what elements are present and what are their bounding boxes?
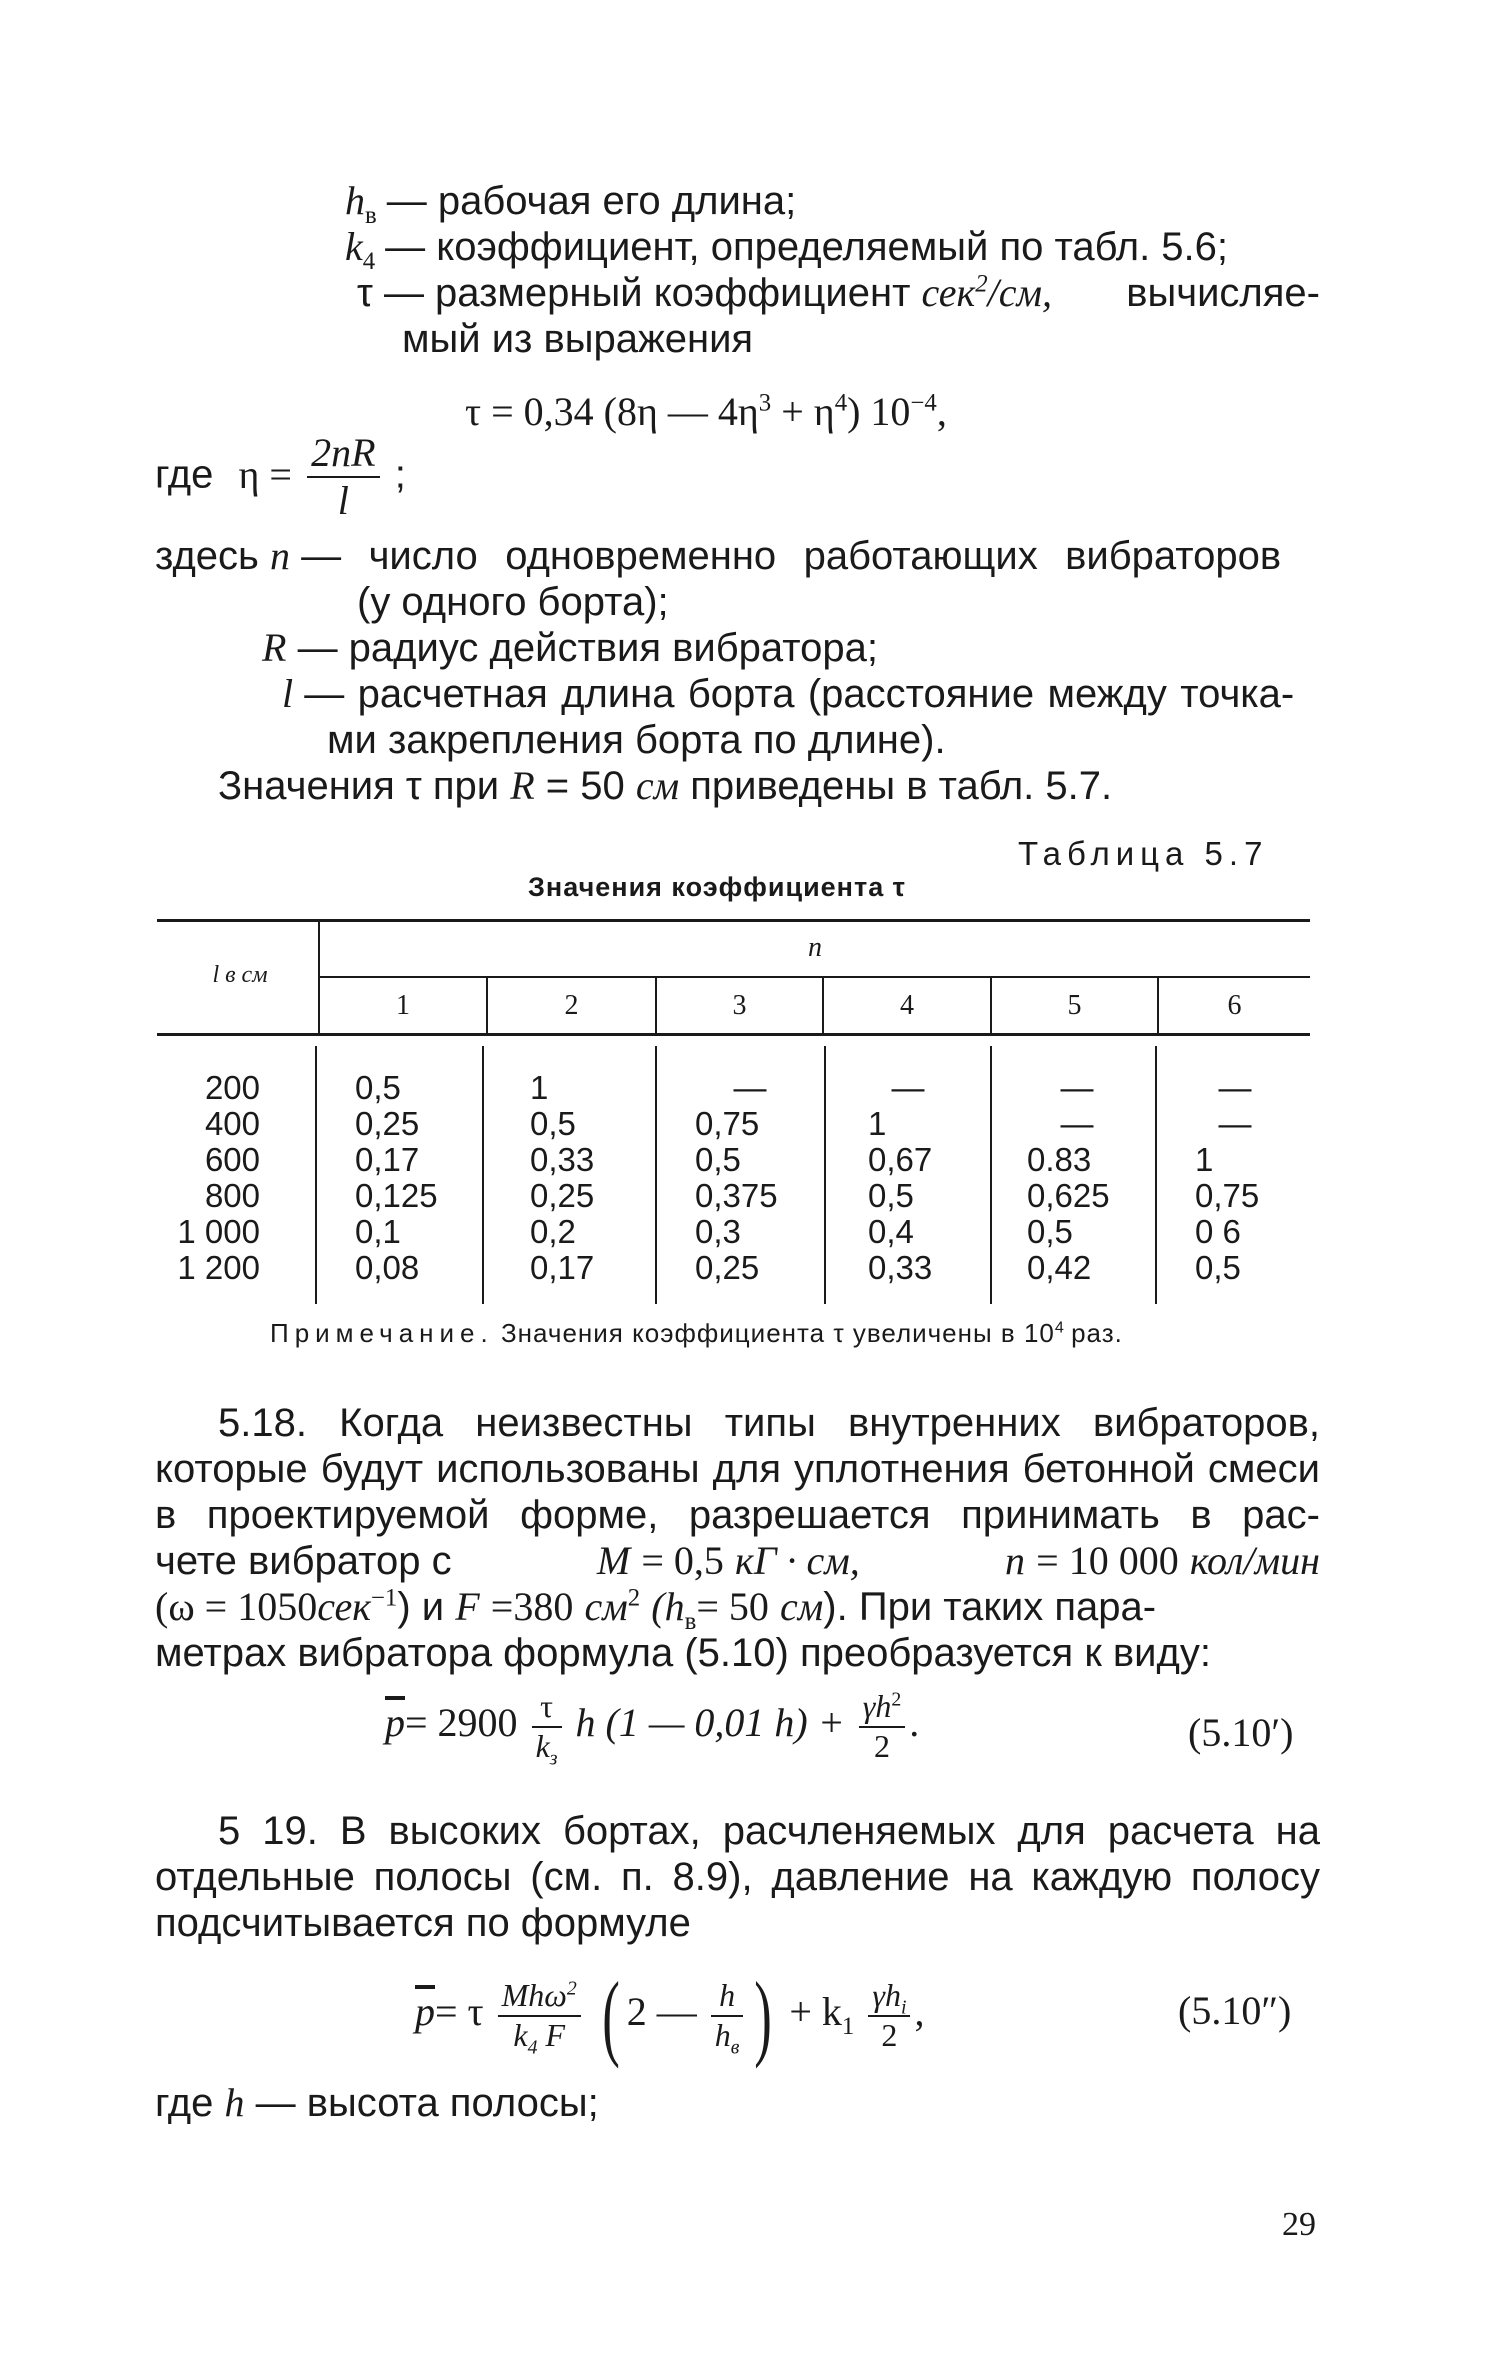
def-tau [357, 270, 1320, 316]
table-cell: 0,5 [530, 1105, 576, 1142]
column-n6 [1195, 1070, 1275, 1286]
l-value: 400 [204, 1105, 260, 1142]
def-n: здесь n — число одновременно работающих вибраторов [155, 533, 1282, 578]
table-cell: 0.83 [1027, 1141, 1092, 1178]
formula-5-10-double-prime: $\overline{p}= \tau$ $\frac{Mh\omega^2}{k_4 F}$ ( 2 — $\frac{h}{h_в}$ ) + $k_1$ $\frac{\gamma h_i}{2}$ , [415, 1962, 925, 2069]
where-word: где [155, 452, 214, 497]
rule-v-2b [655, 1046, 657, 1304]
group-header: n [808, 932, 822, 963]
p519-line3: подсчитывается по формуле [155, 1901, 691, 1945]
equation-tag-5-10-prime: (5.10′) [1188, 1710, 1294, 1755]
formula-5-10-prime: $\overline{p}= 2900$ $\frac{\tau}{k_з}$ h (1 — 0,01 h) + $\frac{\gamma h^2}{2}$ . [385, 1688, 920, 1769]
table-cell: 0,1 [355, 1213, 401, 1250]
col-header-1: 1 [396, 990, 410, 1021]
table-cell: 0,5 [695, 1141, 741, 1178]
rule-header-bottom [157, 1033, 1310, 1036]
table-cell: 0,125 [355, 1177, 438, 1214]
rule-group [320, 976, 1310, 978]
p519-line2: отдельные полосы (см. п. 8.9), давление на каждую полосу [155, 1855, 1320, 1899]
left-paren: ( [602, 1962, 620, 2069]
table-number: Таблица 5.7 [1018, 835, 1269, 872]
def-text: — расчетная длина борта (расстояние между точка- [304, 672, 1295, 716]
subscript: в [365, 202, 377, 229]
equation-tag-5-10-double-prime: (5.10″) [1178, 1988, 1292, 2033]
table-cell: 0,17 [355, 1141, 420, 1178]
column-n3 [695, 1070, 785, 1286]
rule-v-3b [824, 1046, 826, 1304]
p518-line1: 5.18. Когда неизвестны типы внутренних вибраторов, [218, 1401, 1320, 1445]
def-l-line2: ми закрепления борта по длине). [327, 718, 946, 762]
symbol-n: n [270, 533, 291, 578]
table-cell: 1 [868, 1105, 887, 1142]
l-value: 600 [204, 1141, 260, 1178]
symbol-l: l [282, 671, 294, 716]
symbol-R: R [262, 625, 287, 670]
def-n-line2: (у одного борта); [357, 580, 669, 624]
fraction: $\frac{\tau}{k_з}$ [532, 1690, 562, 1763]
table-cell: 0,5 [1027, 1213, 1073, 1250]
column-n5 [1027, 1070, 1127, 1286]
table-cell: 0,25 [695, 1249, 760, 1286]
p518-line2: которые будут использованы для уплотнения бетонной смеси [155, 1447, 1320, 1491]
table-cell: 0,75 [695, 1105, 760, 1142]
def-text: — радиус действия вибратора; [297, 626, 878, 670]
row-header: l в см [212, 962, 268, 988]
col-header-6: 6 [1227, 990, 1242, 1021]
table-cell: 0,2 [530, 1213, 576, 1250]
fraction: $\frac{2nR}{l}$ [307, 432, 379, 522]
def-text: — число одновременно работающих вибраторов [301, 534, 1282, 578]
table-cell: 0,25 [530, 1177, 595, 1214]
p518-line6: метрах вибратора формула (5.10) преобразуется к виду: [155, 1631, 1211, 1675]
table-cell: — [1218, 1105, 1252, 1142]
values-sentence: Значения τ при R = 50 см приведены в табл. 5.7. [218, 763, 1113, 808]
table-cell: 1 [530, 1069, 549, 1106]
page-number: 29 [1282, 2206, 1316, 2243]
table-cell: 0,3 [695, 1213, 741, 1250]
table-cell: — [1060, 1105, 1094, 1142]
fraction: $\frac{h}{h_в}$ [711, 1979, 744, 2052]
rule-v-0b [315, 1046, 317, 1304]
col-header-3: 3 [732, 990, 747, 1021]
rule-v-4b [990, 1046, 992, 1304]
table-cell: — [1218, 1069, 1252, 1106]
formula-eta: где η = $\frac{2nR}{l}$ ; [155, 430, 406, 523]
rule-v-5b [1155, 1046, 1157, 1304]
def-k4 [345, 224, 1229, 275]
table-cell: — [733, 1069, 767, 1106]
column-n1 [355, 1070, 438, 1286]
note-label: Примечание. [270, 1318, 494, 1348]
table-cell: 0,4 [868, 1213, 914, 1250]
table-cell: 0,33 [530, 1141, 595, 1178]
p519-line1: 5 19. В высоких бортах, расчленяемых для расчета на [218, 1809, 1320, 1853]
def-l [282, 671, 1320, 717]
l-value: 200 [204, 1069, 260, 1106]
formula-tau: τ = 0,34 (8η — $4\eta^3 + \eta^4$) $10^{-4}$, [465, 389, 947, 434]
def-text: — размерный коэффициент [383, 271, 911, 315]
symbol-tau: τ [357, 271, 373, 315]
def-tau-line2: мый из выражения [402, 317, 754, 361]
column-n4 [868, 1070, 948, 1286]
unit: сек$^2$/см, [921, 270, 1053, 315]
p518-line5: (ω = 1050сек$^{-1}$) и F =380 $см^2$ ($h_в= 50$ см). При таких пара- [155, 1584, 1157, 1635]
fraction: $\frac{\gamma h^2}{2}$ [859, 1690, 906, 1763]
l-values-column [160, 1070, 260, 1286]
column-n2 [530, 1070, 594, 1286]
eta-lhs: η = [238, 451, 292, 497]
col-header-4: 4 [900, 990, 914, 1021]
table-cell: 0,5 [868, 1177, 914, 1214]
l-value: 1 200 [177, 1249, 260, 1286]
table-cell: 0,67 [868, 1141, 933, 1178]
table-cell: — [1060, 1069, 1094, 1106]
note-text: Значения коэффициента τ увеличены в 10 [500, 1318, 1055, 1348]
table-cell: 0,08 [355, 1249, 420, 1286]
fraction: $\frac{\gamma h_i}{2}$ [868, 1979, 910, 2052]
table-cell: 0,5 [355, 1069, 401, 1106]
table-cell: 0,42 [1027, 1249, 1092, 1286]
def-text: — рабочая его длина; [386, 179, 797, 223]
l-value: 800 [204, 1177, 260, 1214]
l-value: 1 000 [177, 1213, 260, 1250]
p518-line4: чете вибратор с М = 0,5 кГ · см, n = 10 000 кол/мин [155, 1538, 1320, 1583]
rule-v-1b [482, 1046, 484, 1304]
table-cell: 0,17 [530, 1249, 595, 1286]
symbol-h: h [345, 178, 365, 223]
fraction: $\frac{Mh\omega^2}{k_4 F}$ [498, 1979, 581, 2052]
def-hv [345, 178, 797, 229]
def-R [262, 625, 878, 671]
table-note: Примечание. Значения коэффициента τ увеличены в $10^4$ раз. [270, 1318, 1123, 1348]
table-cell: 0,33 [868, 1249, 933, 1286]
def-text-2: вычисляе- [1126, 271, 1320, 315]
def-text: — коэффициент, определяемый по табл. 5.6; [385, 225, 1229, 269]
def-h-strip: где h — высота полосы; [155, 2080, 599, 2125]
table-cell: 0,625 [1027, 1177, 1110, 1214]
table-cell: 0,375 [695, 1177, 778, 1214]
symbol-k: k [345, 224, 363, 269]
col-header-2: 2 [564, 990, 579, 1021]
p518-line3: в проектируемой форме, разрешается принимать в рас- [155, 1493, 1320, 1537]
table-cell: 0,75 [1195, 1177, 1260, 1214]
table-cell: 0,25 [355, 1105, 420, 1142]
table-cell: 0 6 [1195, 1213, 1241, 1250]
subscript: 4 [362, 248, 376, 275]
rule-top [157, 919, 1310, 922]
table-caption: Значения коэффициента τ [528, 872, 906, 902]
table-cell: 1 [1195, 1141, 1214, 1178]
col-header-5: 5 [1067, 990, 1082, 1021]
right-paren: ) [754, 1962, 773, 2069]
table-cell: 0,5 [1195, 1249, 1241, 1286]
table-cell: — [891, 1069, 925, 1106]
